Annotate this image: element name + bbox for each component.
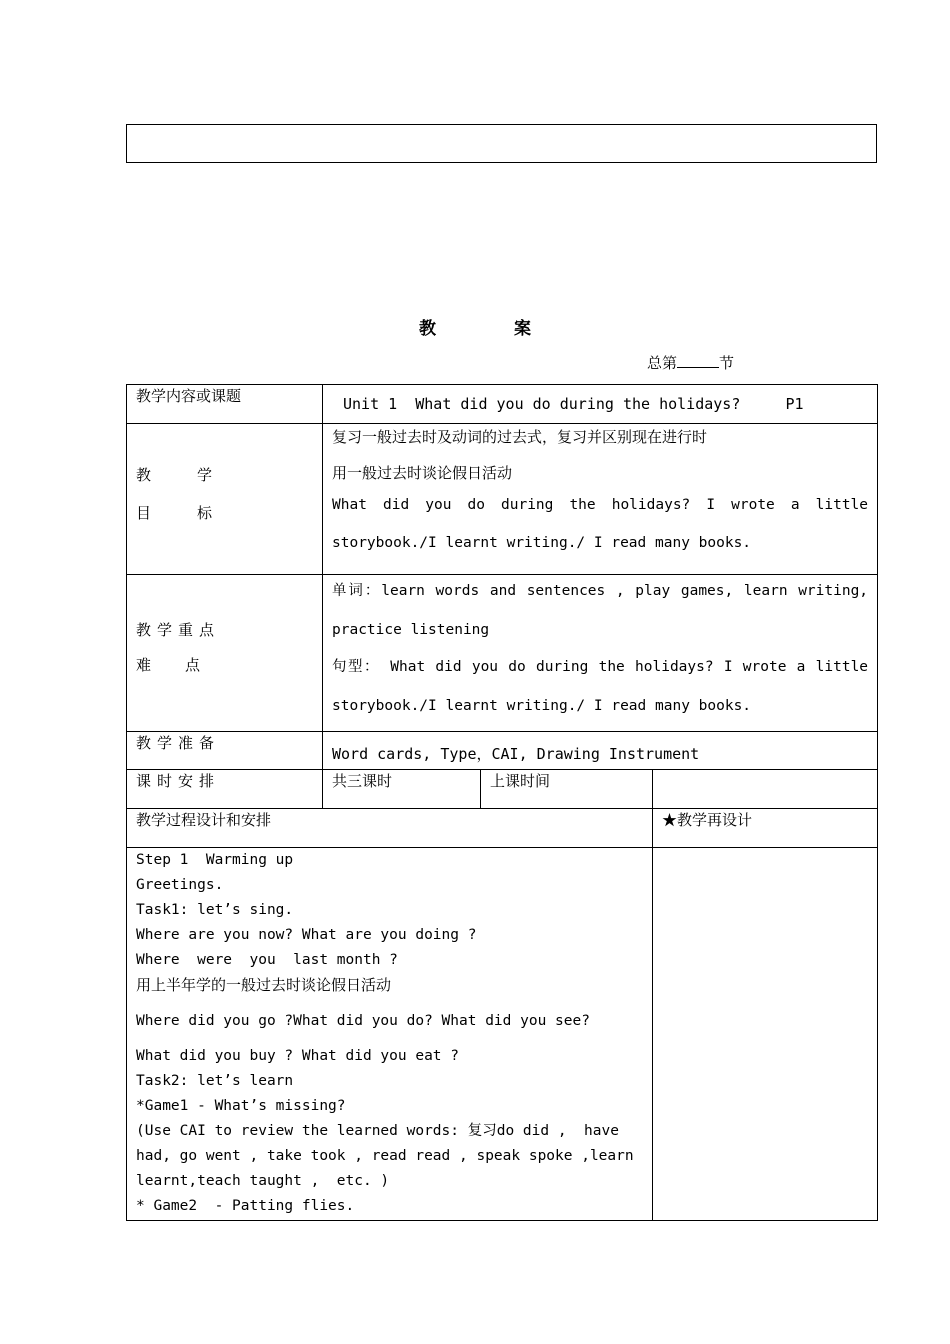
- objectives-label-bottom: 目标: [136, 504, 259, 522]
- lesson-number: [647, 352, 734, 373]
- lesson-number-prefix: 总第: [647, 354, 678, 372]
- process-line: * Game2 - Patting flies.: [136, 1198, 355, 1214]
- topic-value: Unit 1 What did you do during the holidays? P1: [323, 385, 878, 424]
- objectives-content: [323, 424, 878, 575]
- schedule-value: 共三课时: [323, 770, 481, 809]
- key-point-line: 单词：learn words and sentences , play games, learn writing,: [332, 583, 869, 599]
- schedule-row: [127, 770, 878, 809]
- process-row: [127, 848, 878, 1221]
- objective-line: storybook./I learnt writing./ I read many books.: [332, 535, 752, 551]
- process-line: Where did you go ?What did you do? What did you see?: [136, 1013, 590, 1029]
- process-line: had, go went , take took , read read , speak spoke ,learn: [136, 1148, 634, 1164]
- key-points-label-top: 教学重点: [136, 621, 221, 639]
- process-line: Task1: let’s sing.: [136, 902, 294, 918]
- preparation-value: Word cards, Type，CAI, Drawing Instrument: [323, 732, 878, 770]
- process-content: [127, 848, 653, 1221]
- objectives-label: [127, 424, 323, 575]
- objectives-label-top: 教学: [136, 466, 259, 484]
- objective-line: 复习一般过去时及动词的过去式，复习并区别现在进行时: [332, 428, 708, 446]
- lesson-number-blank[interactable]: [677, 353, 719, 368]
- process-line: Greetings.: [136, 877, 224, 893]
- redesign-header-label: ★教学再设计: [653, 809, 878, 848]
- preparation-row: [127, 732, 878, 770]
- key-point-line: 句型： What did you do during the holidays? I wrote a little: [332, 659, 869, 675]
- process-header-row: [127, 809, 878, 848]
- process-line: Where were you last month ?: [136, 952, 398, 968]
- process-line: Task2: let’s learn: [136, 1073, 294, 1089]
- process-line: Step 1 Warming up: [136, 852, 294, 868]
- topic-row: [127, 385, 878, 424]
- schedule-label: 课时安排: [127, 770, 323, 809]
- process-line: 用上半年学的一般过去时谈论假日活动: [136, 976, 392, 994]
- key-points-row: [127, 575, 878, 732]
- class-time-value[interactable]: [653, 770, 878, 809]
- process-line: learnt,teach taught , etc. ): [136, 1173, 390, 1189]
- class-time-label: 上课时间: [481, 770, 653, 809]
- key-points-content: [323, 575, 878, 732]
- top-empty-box: [126, 124, 877, 163]
- objective-line: 用一般过去时谈论假日活动: [332, 464, 513, 482]
- key-point-line: storybook./I learnt writing./ I read many books.: [332, 698, 752, 714]
- process-line: What did you buy ? What did you eat ?: [136, 1048, 460, 1064]
- process-line: Where are you now? What are you doing ?: [136, 927, 477, 943]
- key-points-label: [127, 575, 323, 732]
- objectives-row: [127, 424, 878, 575]
- topic-label: 教学内容或课题: [127, 385, 323, 424]
- redesign-notes[interactable]: [653, 848, 878, 1221]
- key-points-label-bottom: 难点: [136, 656, 235, 674]
- lesson-plan-table: [126, 384, 878, 1221]
- lesson-number-suffix: 节: [719, 354, 735, 372]
- preparation-label: 教学准备: [127, 732, 323, 770]
- process-header-label: 教学过程设计和安排: [127, 809, 653, 848]
- objective-line: What did you do during the holidays? I wrote a little: [332, 497, 869, 513]
- document-title: 教案: [419, 319, 609, 339]
- process-line: *Game1 - What’s missing?: [136, 1098, 346, 1114]
- key-point-line: practice listening: [332, 622, 490, 638]
- process-line: (Use CAI to review the learned words: 复习do did , have: [136, 1123, 619, 1139]
